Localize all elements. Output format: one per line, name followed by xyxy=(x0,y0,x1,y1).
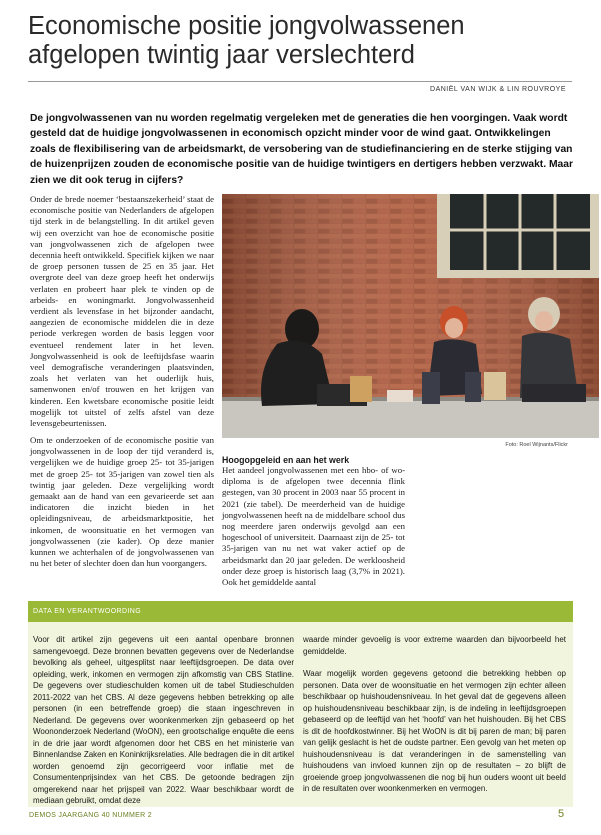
page-number: 5 xyxy=(558,808,565,820)
article-lead: De jongvolwassenen van nu worden regelmatig vergeleken met de generaties die hen voorgingen. Vaak wordt gesteld dat de huidige jongvolwassenen in economisch opzicht minder voor de wind gaat. Ontwikkelingen zoals de flexibilisering van de arbeidsmarkt, de versobering van de studiefinanciering en de sterke stijging van de huizenprijzen zouden de economische positie van de huidige twintigers en dertigers hebben verzwakt. Maar zien we dit ook terug in cijfers? xyxy=(30,113,573,186)
journal-footer: DEMOS JAARGANG 40 NUMMER 2 xyxy=(29,812,152,819)
photo-credit: Foto: Roel Wijnants/Flickr xyxy=(505,442,568,448)
title-divider xyxy=(28,81,572,82)
article-authors: DANIËL VAN WIJK & LIN ROUVROYE xyxy=(430,86,566,93)
section-subheading: Hoogopgeleid en aan het werk xyxy=(222,455,350,465)
body-paragraph-3: Het aandeel jongvolwassenen met een hbo- of wo-diploma is de afgelopen twee decennia flink gestegen, van 30 procent in 2003 naar 55 procent in 2021 (zie tabel). De meerderheid van de huidige jongvolwassenen heeft na de middelbare school dus nog meerdere jaren onderwijs gevolgd aan een hogeschool of universiteit. Daarnaast zijn de 25- tot 35-jarigen van nu net wat vaker actief op de arbeidsmarkt dan 20 jaar geleden. De werkloosheid onder deze groep is historisch laag (3,7% in 2021). Ook het gemiddelde aantal xyxy=(222,465,405,588)
article-title: Economische positie jongvolwassenen afgelopen twintig jaar verslechterd xyxy=(28,12,465,69)
article-photo xyxy=(222,194,599,438)
data-box-text-right-2: Waar mogelijk worden gegevens getoond die betrekking hebben op personen. Data over de woonsituatie en het vermogen zijn echter alleen beschikbaar op huishoudensniveau. In het geval dat de gegevens alleen op huishoudensniveau beschikbaar zijn, is de indeling in leeftijdsgroepen gebaseerd op de leeftijd van het ‘hoofd’ van het huishouden. Bij het CBS is dit de hoofdkostwinner. Bij het WoON is dit bij paren de man; bij paren van gelijk geslacht is het de oudste partner. Een gevolg van het meten op huishoudensniveau is dat veranderingen in de samenstelling van huishoudens van invloed kunnen zijn op de resultaten – zo blijft de groeiende groep jongvolwassenen die nog bij hun ouders woont uit beeld in de resultaten over woonkenmerken en vermogen. xyxy=(303,669,566,793)
body-paragraph-2: Om te onderzoeken of de economische positie van jongvolwassenen in de loop der tijd veranderd is, vergelijken we de huidige groep 25- tot 35-jarigen met de groep 25- tot 35-jarigen van zowel tien als twintig jaar geleden. Deze vergelijking wordt gemaakt aan de hand van een gevarieerde set aan indicatoren die inzicht bieden in het opleidingsniveau, de arbeidsmarktpositie, het inkomen, de woonsituatie en het vermogen van jongvolwassenen (zie kader). Op deze manier kunnen we achterhalen of de jongvolwassenen van nu het beter of slechter doen dan hun voorgangers. xyxy=(30,435,214,569)
data-box-title: DATA EN VERANTWOORDING xyxy=(33,608,142,615)
data-box-text-left: Voor dit artikel zijn gegevens uit een aantal openbare bronnen samengevoegd. Deze bronnen bevatten gegevens over de Nederlandse bevolking als geheel, uitgesplitst naar leeftijdsgroepen. De data over opleiding, werk, inkomen en vermogen zijn afkomstig van CBS Statline. De gegevens over studieschulden komen uit de tabel Studieschulden 2011-2022 van het CBS. Al deze gegevens hebben betrekking op alle personen (in een betreffende groep) die staan ingeschreven in Nederland. De gegevens over woonkenmerken zijn gebaseerd op het Woononderzoek Nederland (WoON), een grootschalige enquête die eens in de drie jaar wordt afgenomen door het CBS en het ministerie van Binnenlandse Zaken en Koninkrijksrelaties. Alle bedragen die in dit artikel worden genoemd zijn gecorrigeerd voor inflatie met de Consumentenprijsindex van het CBS. De getoonde bedragen zijn omgerekend naar het prijspeil van 2022. Waar beschikbaar wordt de mediaan gebruikt, omdat deze xyxy=(33,635,294,805)
data-box-column-right xyxy=(303,634,566,795)
body-paragraph-1: Onder de brede noemer ‘bestaanszekerheid’ staat de economische positie van Nederlanders de afgelopen tijd sterk in de belangstelling. In dit artikel geven wij een overzicht van hoe de economische positie van jongvolwassenen zich de afgelopen twee decennia heeft ontwikkeld. Specifiek kijken we naar de groep personen tussen de 25 en 35 jaar. Het overgrote deel van deze groep heeft het onderwijs verlaten en probeert haar plek te vinden op de arbeids- en woningmarkt. Jongvolwassenheid verdient als levensfase in het bijzonder aandacht, aangezien de economische middelen die in deze periode verkregen worden de basis leggen voor eventueel rendement later in het leven. Jongvolwassenheid is ook de leeftijdsfase waarin veel demografische veranderingen plaatsvinden, zoals het verlaten van het ouderlijk huis, samenwonen en/of trouwen en het krijgen van kinderen. Een kwetsbare economische positie leidt mogelijk tot uitstel of zelfs afstel van deze levensgebeurtenissen. xyxy=(30,194,214,429)
data-box-text-right-1: waarde minder gevoelig is voor extreme waarden dan bijvoorbeeld het gemiddelde. xyxy=(303,635,566,656)
